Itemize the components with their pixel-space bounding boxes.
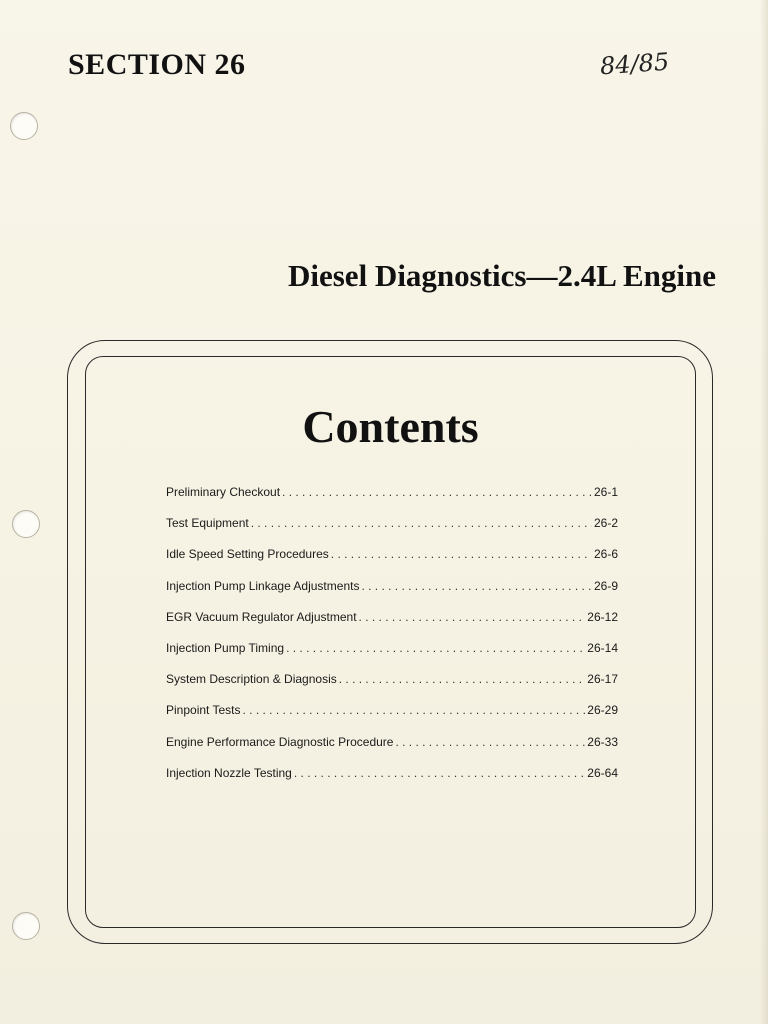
toc-entry[interactable] xyxy=(166,641,618,672)
section-heading: SECTION 26 xyxy=(68,48,246,81)
toc-entry-label: Engine Performance Diagnostic Procedure xyxy=(166,734,394,749)
toc-entry[interactable] xyxy=(166,735,618,766)
toc-entry-page: 26-14 xyxy=(587,640,618,655)
page-edge-shadow xyxy=(760,0,768,1024)
toc-entry-page: 26-6 xyxy=(593,547,618,562)
dot-leader xyxy=(395,735,585,749)
dot-leader xyxy=(286,641,585,655)
toc-entry[interactable] xyxy=(166,485,618,516)
toc-entry-label: Injection Pump Timing xyxy=(166,640,285,655)
contents-heading: Contents xyxy=(302,401,479,452)
punch-hole-middle xyxy=(12,510,40,538)
handwritten-note: 84/85 xyxy=(599,47,671,81)
dot-leader xyxy=(294,766,585,780)
toc-entry-label: EGR Vacuum Regulator Adjustment xyxy=(166,609,357,624)
dot-leader xyxy=(361,579,592,593)
punch-hole-top xyxy=(10,112,38,140)
toc-entry-page: 26-64 xyxy=(587,765,618,780)
dot-leader xyxy=(339,672,586,686)
toc-entry-page: 26-9 xyxy=(593,578,618,593)
toc-entry-label: Injection Nozzle Testing xyxy=(166,765,292,780)
toc-entry-label: Test Equipment xyxy=(166,516,249,531)
toc-entry[interactable] xyxy=(166,703,618,734)
toc-entry-label: Pinpoint Tests xyxy=(166,703,241,718)
toc-entry-label: Injection Pump Linkage Adjustments xyxy=(166,578,360,593)
toc-entry[interactable] xyxy=(166,766,618,797)
toc-entry-page: 26-33 xyxy=(587,734,618,749)
toc-entry[interactable] xyxy=(166,672,618,703)
toc-entry[interactable] xyxy=(166,547,618,578)
punch-hole-bottom xyxy=(12,912,40,940)
toc-entry-label: System Description & Diagnosis xyxy=(166,672,337,687)
toc-entry[interactable] xyxy=(166,610,618,641)
toc-entry-page: 26-12 xyxy=(587,609,618,624)
toc-entry-label: Preliminary Checkout xyxy=(166,485,281,499)
toc-entry-page: 26-1 xyxy=(593,485,618,499)
dot-leader xyxy=(359,610,586,624)
toc-entry-page: 26-17 xyxy=(587,672,618,687)
dot-leader xyxy=(243,703,586,717)
table-of-contents xyxy=(166,485,618,797)
toc-entry-page: 26-2 xyxy=(593,516,618,531)
toc-entry-label: Idle Speed Setting Procedures xyxy=(166,547,329,562)
toc-entry-page: 26-29 xyxy=(587,703,618,718)
document-title: Diesel Diagnostics—2.4L Engine xyxy=(287,258,716,293)
dot-leader xyxy=(282,485,592,499)
dot-leader xyxy=(331,547,592,561)
dot-leader xyxy=(251,516,592,530)
toc-entry[interactable] xyxy=(166,579,618,610)
toc-entry[interactable] xyxy=(166,516,618,547)
